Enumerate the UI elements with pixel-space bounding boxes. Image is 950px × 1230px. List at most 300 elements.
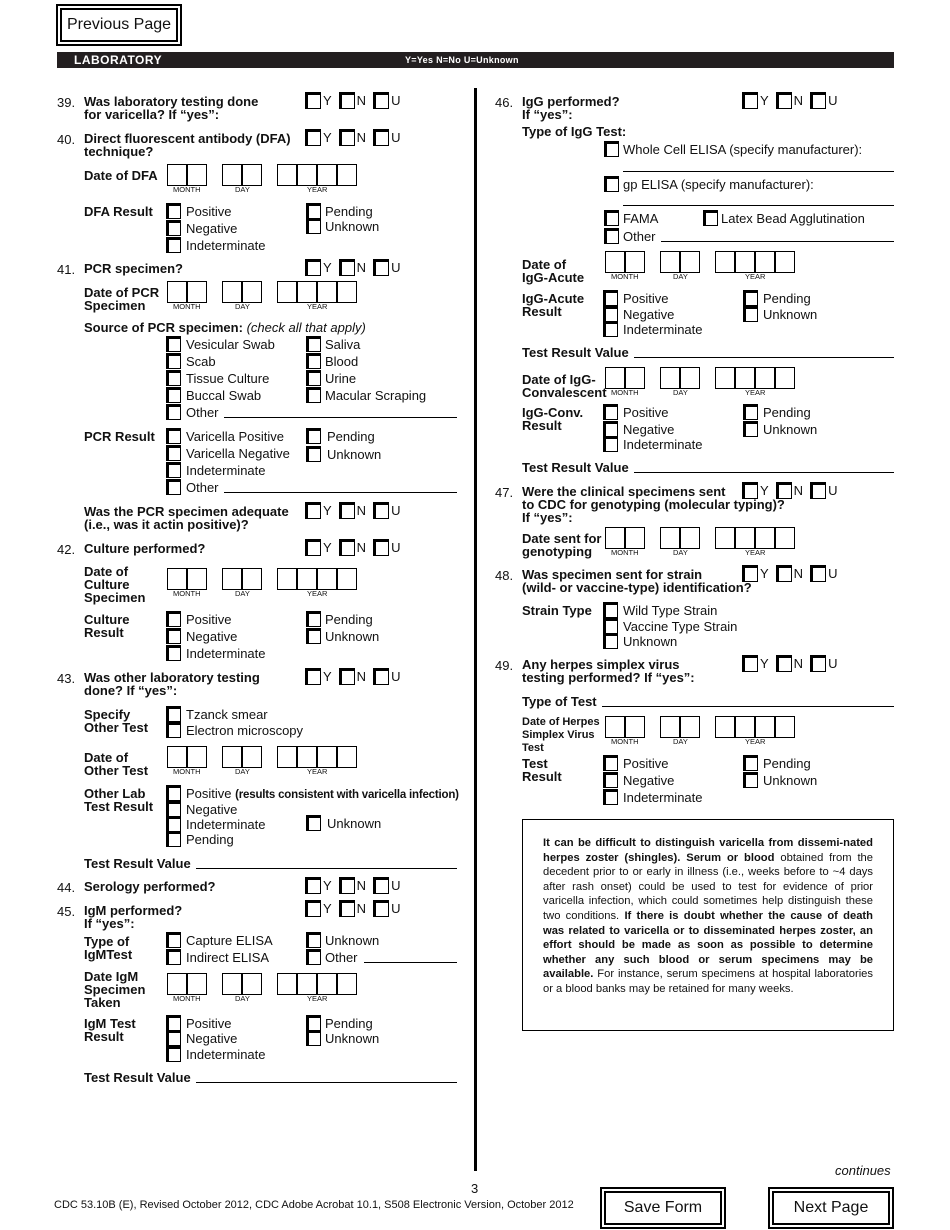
- yes-label: Y: [323, 540, 332, 555]
- q45-date-label-line1: Date IgM: [84, 969, 139, 984]
- q41-macular-scraping-checkbox[interactable]: [306, 387, 321, 403]
- q43-date-field[interactable]: [167, 746, 367, 778]
- yes-label: Y: [323, 503, 332, 518]
- form-identifier: CDC 53.10B (E), Revised October 2012, CDC Adobe Acrobat 10.1, S508 Electronic Version, October 2012: [54, 1199, 574, 1211]
- q42-date-field[interactable]: [167, 568, 367, 600]
- indeterminate-label: Indeterminate: [186, 646, 266, 661]
- q42-indeterminate-checkbox[interactable]: [166, 645, 181, 661]
- q48-text-line1: Was specimen sent for strain: [522, 567, 703, 582]
- q46-text-line1: IgG performed?: [522, 94, 620, 109]
- day-label: DAY: [235, 185, 250, 194]
- yes-label: Y: [323, 669, 332, 684]
- q43-yn-group: [305, 668, 407, 685]
- year-label: YEAR: [307, 994, 328, 1003]
- pending-label: Pending: [325, 204, 373, 219]
- negative-label: Negative: [186, 629, 238, 644]
- q45-test-result-value-input[interactable]: [196, 1082, 457, 1083]
- q42-date-label-line1: Date of: [84, 564, 129, 579]
- q46-gp-manufacturer-input[interactable]: [623, 205, 894, 206]
- q45-result-label-line1: IgM Test: [84, 1016, 136, 1031]
- q39-unknown-checkbox[interactable]: [373, 92, 389, 109]
- yes-label: Y: [760, 656, 769, 671]
- q44-yes-checkbox[interactable]: [305, 877, 321, 894]
- q47-text-line3: If “yes”:: [522, 510, 573, 525]
- q46-other-type-checkbox[interactable]: [604, 228, 619, 244]
- no-label: N: [793, 483, 804, 498]
- unknown-label: U: [391, 540, 401, 555]
- q45-type-label-line2: IgMTest: [84, 947, 133, 962]
- unknown-result-label: Unknown: [327, 816, 382, 831]
- pending-label: Pending: [763, 291, 811, 306]
- month-label: MONTH: [611, 272, 639, 281]
- q41-date-label-line2: Specimen: [84, 298, 146, 313]
- q45-indeterminate-checkbox[interactable]: [166, 1046, 181, 1062]
- q46-fama-checkbox[interactable]: [604, 210, 619, 226]
- q45-text-line2: If “yes”:: [84, 916, 135, 931]
- q41-tissue-culture-checkbox[interactable]: [166, 370, 181, 386]
- q42-positive-checkbox[interactable]: [166, 611, 181, 627]
- q41-urine-checkbox[interactable]: [306, 370, 321, 386]
- q43-result-label-line1: Other Lab: [84, 786, 146, 801]
- q46-conv-positive-checkbox[interactable]: [603, 404, 618, 420]
- pending-label: Pending: [327, 429, 375, 444]
- q43-number: 43.: [57, 671, 76, 686]
- q39-yes-checkbox[interactable]: [305, 92, 321, 109]
- q47-date-field[interactable]: [605, 527, 805, 559]
- q45-no-checkbox[interactable]: [339, 900, 355, 917]
- q46-whole-cell-elisa-checkbox[interactable]: [604, 141, 619, 157]
- q41-adequate-unknown-checkbox[interactable]: [373, 502, 389, 519]
- q49-negative-checkbox[interactable]: [603, 772, 618, 788]
- q49-unknown-result-checkbox[interactable]: [743, 772, 758, 788]
- q41-other-source-checkbox[interactable]: [166, 404, 181, 420]
- section-header: [57, 52, 894, 68]
- q41-date-label-line1: Date of PCR: [84, 285, 160, 300]
- month-label: MONTH: [173, 185, 201, 194]
- q46-acute-negative-checkbox[interactable]: [603, 306, 618, 322]
- yes-label: Y: [323, 901, 332, 916]
- other-label: Other: [186, 405, 219, 420]
- q45-result-label-line2: Result: [84, 1029, 124, 1044]
- q47-yn-group: [742, 482, 844, 499]
- q42-number: 42.: [57, 542, 76, 557]
- q45-date-label-line3: Taken: [84, 995, 121, 1010]
- q40-unknown-result-checkbox[interactable]: [306, 218, 321, 234]
- q46-unknown-checkbox[interactable]: [810, 92, 826, 109]
- q43-specify-label-line1: Specify: [84, 707, 131, 722]
- unknown-label: U: [391, 901, 401, 916]
- q45-unknown-type-checkbox[interactable]: [306, 932, 321, 948]
- year-label: YEAR: [745, 388, 766, 397]
- day-label: DAY: [673, 548, 688, 557]
- q42-unknown-result-checkbox[interactable]: [306, 628, 321, 644]
- q45-text-line1: IgM performed?: [84, 903, 183, 918]
- q49-pending-checkbox[interactable]: [743, 755, 758, 771]
- scab-label: Scab: [186, 354, 216, 369]
- q45-yes-checkbox[interactable]: [305, 900, 321, 917]
- year-label: YEAR: [307, 302, 328, 311]
- whole-cell-elisa-label: Whole Cell ELISA (specify manufacturer):: [623, 142, 863, 157]
- previous-page-button[interactable]: Previous Page: [56, 4, 182, 46]
- q41-other-source-input[interactable]: [224, 417, 457, 418]
- q46-gp-elisa-checkbox[interactable]: [604, 176, 619, 192]
- unknown-result-label: Unknown: [327, 447, 382, 462]
- q41-pending-checkbox[interactable]: [306, 428, 321, 444]
- day-label: DAY: [673, 272, 688, 281]
- q43-positive-checkbox[interactable]: [166, 785, 181, 801]
- q49-text-line2: testing performed? If “yes”:: [522, 670, 695, 685]
- q46-other-type-input[interactable]: [661, 241, 894, 242]
- q43-negative-checkbox[interactable]: [166, 801, 181, 817]
- q41-indeterminate-checkbox[interactable]: [166, 462, 181, 478]
- q48-yes-checkbox[interactable]: [742, 565, 758, 582]
- q48-wild-type-checkbox[interactable]: [603, 602, 618, 618]
- wild-type-label: Wild Type Strain: [623, 603, 718, 618]
- q46-no-checkbox[interactable]: [776, 92, 792, 109]
- q45-test-result-value-label: Test Result Value: [84, 1070, 191, 1085]
- month-label: MONTH: [611, 388, 639, 397]
- q46-conv-pending-checkbox[interactable]: [743, 404, 758, 420]
- q48-number: 48.: [495, 568, 514, 583]
- q44-number: 44.: [57, 880, 76, 895]
- next-page-button[interactable]: Next Page: [768, 1187, 894, 1229]
- q46-acute-indeterminate-checkbox[interactable]: [603, 321, 618, 337]
- q45-number: 45.: [57, 904, 76, 919]
- q39-text-line1: Was laboratory testing done: [84, 94, 259, 109]
- q46-conv-date-label-line2: Convalescent: [522, 385, 607, 400]
- q46-latex-bead-checkbox[interactable]: [703, 210, 718, 226]
- unknown-label: U: [828, 93, 838, 108]
- q45-capture-elisa-checkbox[interactable]: [166, 932, 181, 948]
- no-label: N: [356, 540, 367, 555]
- q47-no-checkbox[interactable]: [776, 482, 792, 499]
- q49-date-label-line2: Simplex Virus: [522, 729, 595, 741]
- q48-unknown-strain-checkbox[interactable]: [603, 633, 618, 649]
- unknown-label: U: [391, 878, 401, 893]
- q41-no-checkbox[interactable]: [339, 259, 355, 276]
- q42-date-label-line3: Specimen: [84, 590, 146, 605]
- varicella-negative-label: Varicella Negative: [186, 446, 290, 461]
- q46-acute-pending-checkbox[interactable]: [743, 290, 758, 306]
- q40-yes-checkbox[interactable]: [305, 129, 321, 146]
- no-label: N: [356, 878, 367, 893]
- q47-text-line1: Were the clinical specimens sent: [522, 484, 726, 499]
- q41-saliva-checkbox[interactable]: [306, 336, 321, 352]
- positive-label: Positive: [623, 405, 669, 420]
- q41-text: PCR specimen?: [84, 261, 183, 276]
- note-text-2: For instance, serum specimens at hospital laboratories or a blood banks may be retained for many weeks.: [543, 968, 873, 995]
- q46-conv-test-result-value-input[interactable]: [634, 472, 894, 473]
- positive-label: Positive: [623, 291, 669, 306]
- q43-unknown-checkbox[interactable]: [373, 668, 389, 685]
- indeterminate-label: Indeterminate: [623, 322, 703, 337]
- month-label: MONTH: [173, 302, 201, 311]
- no-label: N: [356, 260, 367, 275]
- vaccine-type-label: Vaccine Type Strain: [623, 619, 738, 634]
- q49-yn-group: [742, 655, 844, 672]
- q40-result-label: DFA Result: [84, 204, 153, 219]
- q47-number: 47.: [495, 485, 514, 500]
- q43-positive-label: Positive (results consistent with varicella infection): [186, 786, 459, 801]
- q45-date-field[interactable]: [167, 973, 367, 1005]
- note-bold-2: Serum or blood: [686, 851, 775, 864]
- q45-positive-checkbox[interactable]: [166, 1015, 181, 1031]
- q48-text-line2: (wild- or vaccine-type) identification?: [522, 580, 752, 595]
- q41-varicella-positive-checkbox[interactable]: [166, 428, 181, 444]
- q42-yn-group: [305, 539, 407, 556]
- year-label: YEAR: [745, 737, 766, 746]
- pending-label: Pending: [325, 612, 373, 627]
- year-label: YEAR: [745, 272, 766, 281]
- q43-specify-label-line2: Other Test: [84, 720, 149, 735]
- q43-yes-checkbox[interactable]: [305, 668, 321, 685]
- day-label: DAY: [235, 589, 250, 598]
- unknown-type-label: Unknown: [325, 933, 380, 948]
- q49-number: 49.: [495, 658, 514, 673]
- q41-adequate-line2: (i.e., was it actin positive)?: [84, 517, 249, 532]
- q40-positive-checkbox[interactable]: [166, 203, 181, 219]
- blood-label: Blood: [325, 354, 359, 369]
- q40-date-field[interactable]: [167, 164, 367, 196]
- q41-unknown-checkbox[interactable]: [373, 259, 389, 276]
- q49-positive-checkbox[interactable]: [603, 755, 618, 771]
- indeterminate-label: Indeterminate: [623, 437, 703, 452]
- q41-vesicular-swab-checkbox[interactable]: [166, 336, 181, 352]
- unknown-label: U: [828, 483, 838, 498]
- q44-no-checkbox[interactable]: [339, 877, 355, 894]
- negative-label: Negative: [186, 221, 238, 236]
- negative-label: Negative: [623, 773, 675, 788]
- q42-text: Culture performed?: [84, 541, 206, 556]
- year-label: YEAR: [307, 767, 328, 776]
- indeterminate-label: Indeterminate: [186, 1047, 266, 1062]
- saliva-label: Saliva: [325, 337, 361, 352]
- q46-yn-group: [742, 92, 844, 109]
- q47-yes-checkbox[interactable]: [742, 482, 758, 499]
- q49-type-label: Type of Test: [522, 694, 597, 709]
- q39-no-checkbox[interactable]: [339, 92, 355, 109]
- q44-text: Serology performed?: [84, 879, 216, 894]
- month-label: MONTH: [173, 589, 201, 598]
- q48-strain-label: Strain Type: [522, 603, 592, 618]
- q43-test-result-value-label: Test Result Value: [84, 856, 191, 871]
- q46-conv-date-field[interactable]: [605, 367, 805, 399]
- indeterminate-label: Indeterminate: [186, 817, 266, 832]
- positive-label: Positive: [186, 204, 232, 219]
- q42-yes-checkbox[interactable]: [305, 539, 321, 556]
- day-label: DAY: [235, 302, 250, 311]
- q41-adequate-yes-checkbox[interactable]: [305, 502, 321, 519]
- q46-whole-cell-manufacturer-input[interactable]: [623, 171, 894, 172]
- section-title: LABORATORY: [74, 53, 163, 67]
- unknown-label: U: [391, 260, 401, 275]
- q46-acute-unknown-checkbox[interactable]: [743, 306, 758, 322]
- q43-indeterminate-checkbox[interactable]: [166, 816, 181, 832]
- save-form-button[interactable]: Save Form: [600, 1187, 726, 1229]
- q42-date-label-line2: Culture: [84, 577, 130, 592]
- other-label: Other: [623, 229, 656, 244]
- latex-bead-label: Latex Bead Agglutination: [721, 211, 865, 226]
- q46-acute-test-result-value-input[interactable]: [634, 357, 894, 358]
- q42-pending-checkbox[interactable]: [306, 611, 321, 627]
- unknown-result-label: Unknown: [325, 219, 380, 234]
- q49-no-checkbox[interactable]: [776, 655, 792, 672]
- unknown-result-label: Unknown: [325, 629, 380, 644]
- q48-unknown-checkbox[interactable]: [810, 565, 826, 582]
- q49-unknown-checkbox[interactable]: [810, 655, 826, 672]
- info-note-box: [522, 819, 894, 1031]
- indeterminate-label: Indeterminate: [186, 238, 266, 253]
- q45-negative-checkbox[interactable]: [166, 1030, 181, 1046]
- q49-date-field[interactable]: [605, 716, 805, 748]
- q46-type-label: Type of IgG Test:: [522, 124, 627, 139]
- q46-acute-date-label-line1: Date of: [522, 257, 567, 272]
- q47-unknown-checkbox[interactable]: [810, 482, 826, 499]
- q43-date-label-line1: Date of: [84, 750, 129, 765]
- gp-elisa-label: gp ELISA (specify manufacturer):: [623, 177, 814, 192]
- q43-unknown-result-checkbox[interactable]: [306, 815, 321, 831]
- unknown-label: U: [391, 130, 401, 145]
- indeterminate-label: Indeterminate: [186, 463, 266, 478]
- q43-tzanck-checkbox[interactable]: [166, 706, 181, 722]
- q41-other-result-checkbox[interactable]: [166, 479, 181, 495]
- unknown-strain-label: Unknown: [623, 634, 678, 649]
- q43-pending-checkbox[interactable]: [166, 831, 181, 847]
- q40-number: 40.: [57, 132, 76, 147]
- q46-acute-date-field[interactable]: [605, 251, 805, 283]
- q40-indeterminate-checkbox[interactable]: [166, 237, 181, 253]
- q46-acute-positive-checkbox[interactable]: [603, 290, 618, 306]
- tissue-culture-label: Tissue Culture: [186, 371, 270, 386]
- month-label: MONTH: [173, 994, 201, 1003]
- q49-yes-checkbox[interactable]: [742, 655, 758, 672]
- fama-label: FAMA: [623, 211, 659, 226]
- q41-adequate-line1: Was the PCR specimen adequate: [84, 504, 289, 519]
- q43-test-result-value-input[interactable]: [196, 868, 457, 869]
- q41-number: 41.: [57, 262, 76, 277]
- q49-type-input[interactable]: [602, 706, 894, 707]
- no-label: N: [793, 93, 804, 108]
- year-label: YEAR: [307, 185, 328, 194]
- q40-text-line1: Direct fluorescent antibody (DFA): [84, 131, 291, 146]
- page-number: 3: [471, 1181, 479, 1196]
- month-label: MONTH: [173, 767, 201, 776]
- q42-negative-checkbox[interactable]: [166, 628, 181, 644]
- q48-no-checkbox[interactable]: [776, 565, 792, 582]
- q45-unknown-result-checkbox[interactable]: [306, 1030, 321, 1046]
- q41-date-field[interactable]: [167, 281, 367, 313]
- q41-varicella-negative-checkbox[interactable]: [166, 445, 181, 461]
- q49-text-line1: Any herpes simplex virus: [522, 657, 680, 672]
- q45-indirect-elisa-checkbox[interactable]: [166, 949, 181, 965]
- q41-scab-checkbox[interactable]: [166, 353, 181, 369]
- no-label: N: [356, 503, 367, 518]
- q46-acute-result-label-line2: Result: [522, 304, 562, 319]
- continues-label: continues: [835, 1163, 891, 1178]
- yes-label: Y: [760, 93, 769, 108]
- q43-electron-microscopy-checkbox[interactable]: [166, 722, 181, 738]
- indeterminate-label: Indeterminate: [623, 790, 703, 805]
- q46-conv-negative-checkbox[interactable]: [603, 421, 618, 437]
- q41-blood-checkbox[interactable]: [306, 353, 321, 369]
- q41-adequate-no-checkbox[interactable]: [339, 502, 355, 519]
- q40-unknown-checkbox[interactable]: [373, 129, 389, 146]
- q46-acute-result-label-line1: IgG-Acute: [522, 291, 585, 306]
- q45-other-type-input[interactable]: [364, 962, 457, 963]
- q46-conv-date-label-line1: Date of IgG-: [522, 372, 596, 387]
- negative-label: Negative: [186, 1031, 238, 1046]
- q42-result-label-line2: Result: [84, 625, 124, 640]
- q46-text-line2: If “yes”:: [522, 107, 573, 122]
- q42-no-checkbox[interactable]: [339, 539, 355, 556]
- q46-acute-test-result-value-label: Test Result Value: [522, 345, 629, 360]
- pending-label: Pending: [325, 1016, 373, 1031]
- positive-label: Positive: [623, 756, 669, 771]
- q48-yn-group: [742, 565, 844, 582]
- unknown-label: U: [391, 503, 401, 518]
- q40-no-checkbox[interactable]: [339, 129, 355, 146]
- yes-label: Y: [323, 93, 332, 108]
- q49-date-label-line3: Test: [522, 742, 544, 754]
- note-text-1: obtained from the decedent prior to or early in illness (i.e., weeks before to ~4 days after rash onset) could be used to test for evidence of prior varicella infection, which could sometimes help distinguish these two conditions.: [543, 851, 873, 922]
- tzanck-label: Tzanck smear: [186, 707, 268, 722]
- yes-label: Y: [323, 878, 332, 893]
- q45-type-label-line1: Type of: [84, 934, 130, 949]
- q41-unknown-result-checkbox[interactable]: [306, 446, 321, 462]
- q45-unknown-checkbox[interactable]: [373, 900, 389, 917]
- day-label: DAY: [673, 388, 688, 397]
- q42-result-label-line1: Culture: [84, 612, 130, 627]
- q45-other-type-checkbox[interactable]: [306, 949, 321, 965]
- q46-conv-unknown-checkbox[interactable]: [743, 421, 758, 437]
- q40-date-label: Date of DFA: [84, 168, 158, 183]
- pending-label: Pending: [763, 405, 811, 420]
- pending-label: Pending: [763, 756, 811, 771]
- q44-unknown-checkbox[interactable]: [373, 877, 389, 894]
- q40-text-line2: technique?: [84, 144, 154, 159]
- no-label: N: [356, 130, 367, 145]
- q39-number: 39.: [57, 95, 76, 110]
- unknown-label: U: [391, 669, 401, 684]
- q45-pending-checkbox[interactable]: [306, 1015, 321, 1031]
- no-label: N: [356, 93, 367, 108]
- q39-text-line2: for varicella? If “yes”:: [84, 107, 220, 122]
- urine-label: Urine: [325, 371, 357, 386]
- capture-elisa-label: Capture ELISA: [186, 933, 273, 948]
- yes-label: Y: [760, 483, 769, 498]
- yes-label: Y: [323, 260, 332, 275]
- q48-vaccine-type-checkbox[interactable]: [603, 618, 618, 634]
- q43-date-label-line2: Other Test: [84, 763, 149, 778]
- q43-no-checkbox[interactable]: [339, 668, 355, 685]
- unknown-result-label: Unknown: [763, 307, 818, 322]
- q41-other-result-input[interactable]: [224, 492, 457, 493]
- q47-date-label-line2: genotyping: [522, 544, 593, 559]
- q46-yes-checkbox[interactable]: [742, 92, 758, 109]
- q45-yn-group: [305, 900, 407, 917]
- q46-conv-indeterminate-checkbox[interactable]: [603, 436, 618, 452]
- q40-negative-checkbox[interactable]: [166, 220, 181, 236]
- q49-indeterminate-checkbox[interactable]: [603, 789, 618, 805]
- q46-number: 46.: [495, 95, 514, 110]
- unknown-result-label: Unknown: [325, 1031, 380, 1046]
- q40-pending-checkbox[interactable]: [306, 203, 321, 219]
- indirect-elisa-label: Indirect ELISA: [186, 950, 270, 965]
- q41-buccal-swab-checkbox[interactable]: [166, 387, 181, 403]
- q42-unknown-checkbox[interactable]: [373, 539, 389, 556]
- q41-yes-checkbox[interactable]: [305, 259, 321, 276]
- electron-microscopy-label: Electron microscopy: [186, 723, 304, 738]
